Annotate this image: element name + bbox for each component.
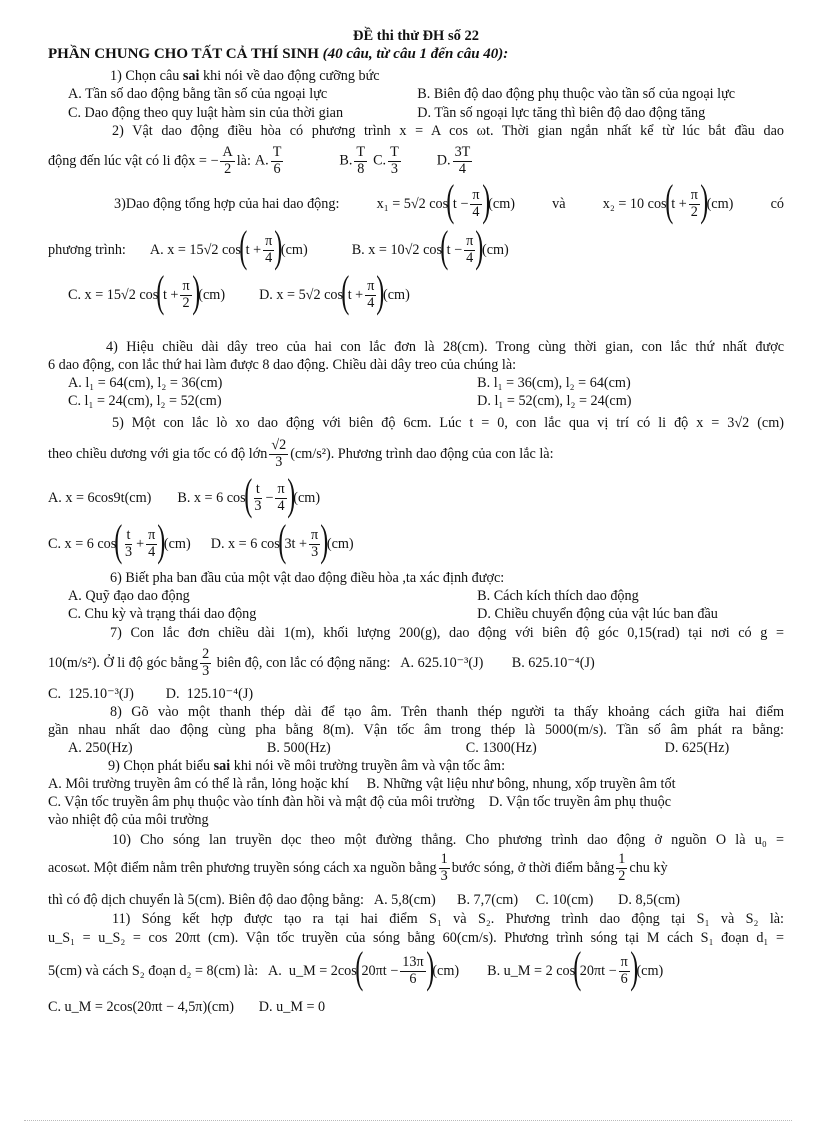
option-2d[interactable]: D. $\frac{3T}{4}$: [436, 143, 471, 177]
question-6-options-row2: [68, 606, 784, 623]
option-2a[interactable]: A. $\frac{T}{6}$: [254, 143, 282, 177]
option-6d[interactable]: D. Chiều chuyển động của vật lúc ban đầu: [477, 606, 718, 622]
question-4-line2: 6 dao động, con lắc thứ hai làm được 8 dao động. Chiều dài dây treo của chúng là:: [48, 357, 517, 373]
section-note: (40 câu, từ câu 1 đến câu 40):: [322, 46, 509, 62]
option-5d[interactable]: D. x = 6 cos ( 3t + $\frac{\pi}{3}$ ) (cm): [210, 516, 354, 566]
option-4d[interactable]: D. l₁ = 52(cm), l₂ = 24(cm): [477, 393, 632, 409]
question-8-line1: 8) Gõ vào một thanh thép dài để tạo âm. Trên thanh thép người ta thấy khoảng cách giữa hai điểm: [110, 704, 784, 720]
option-5c[interactable]: C. x = 6 cos ( $\frac{t}{3}$ + $\frac{\pi}{4}$ ) (cm): [48, 516, 191, 566]
option-1d[interactable]: D. Tần số ngoại lực tăng thì biên độ dao động tăng: [417, 105, 706, 121]
option-5b[interactable]: B. x = 6 cos ( $\frac{t}{3}$ − $\frac{\pi}{4}$ ) (cm): [177, 470, 321, 520]
equation-x1: x₁ = 5√2 cos ( t − $\frac{\pi}{4}$ ) (cm): [376, 176, 515, 226]
question-4-line1: 4) Hiệu chiều dài dây treo của hai con lắc đơn là 28(cm). Trong cùng thời gian, con lắc thứ nhất được: [106, 339, 784, 355]
question-4-options-row2: [68, 393, 784, 410]
question-6-options-row1: [68, 588, 784, 605]
question-10-line2: acosωt. Một điểm nằm trên phương truyền sóng cách xa nguồn bằng $\frac{1}{3}$ bước sóng, ở thời điểm bằng $\frac{1}{2}$ chu kỳ: [48, 850, 668, 884]
option-1b[interactable]: B. Biên độ dao động phụ thuộc vào tần số của ngoại lực: [417, 86, 736, 102]
option-8d[interactable]: D. 625(Hz): [664, 740, 730, 756]
page-bottom-divider: [24, 1120, 792, 1121]
question-9-stem: 9) Chọn phát biểu sai khi nói về môi trường truyền âm và vận tốc âm:: [108, 758, 506, 774]
question-11-line3: 5(cm) và cách S₂ đoạn d₂ = 8(cm) là: A. u_M = 2cos ( 20πt − $\frac{13\pi}{6}$ ) (cm) B. u_M = 2 cos ( 20πt − $\frac{\pi}{6}$ ) (cm): [48, 943, 664, 993]
option-6a[interactable]: A. Quỹ đạo dao động: [68, 588, 190, 604]
question-11-line2: u_S₁ = u_S₂ = cos 20πt (cm). Vận tốc truyền của sóng bằng 60(cm/s). Phương trình sóng tại M cách S₁ đoạn d₁ =: [48, 930, 784, 946]
question-7-line1: 7) Con lắc đơn chiều dài 1(m), khối lượng 200(g), dao động với biên độ góc 0,15(rad) tại nơi có g =: [110, 625, 784, 641]
option-8a[interactable]: A. 250(Hz): [68, 740, 133, 756]
option-2c[interactable]: C. $\frac{T}{3}$: [373, 143, 399, 177]
option-3d[interactable]: D. x = 5√2 cos ( t + $\frac{\pi}{4}$ ) (cm): [259, 267, 410, 317]
question-3-options-row2: [68, 267, 784, 317]
option-8c[interactable]: C. 1300(Hz): [465, 740, 537, 756]
question-2-stem: 2) Vật dao động điều hòa có phương trình x = A cos ωt. Thời gian ngắn nhất kể từ lúc bắt đầu dao: [112, 123, 784, 139]
question-6-stem: 6) Biết pha ban đầu của một vật dao động điều hòa ,ta xác định được:: [110, 570, 505, 586]
option-8b[interactable]: B. 500(Hz): [266, 740, 331, 756]
question-3-options-row1: phương trình: A. x = 15√2 cos ( t + $\frac{\pi}{4}$ ) (cm) B. x = 10√2 cos ( t − $\frac{\pi}{4}$ ) (cm): [48, 222, 509, 272]
option-5a[interactable]: A. x = 6cos9t(cm): [48, 489, 152, 506]
option-4b[interactable]: B. l₁ = 36(cm), l₂ = 64(cm): [477, 375, 631, 391]
option-6b[interactable]: B. Cách kích thích dao động: [477, 588, 639, 604]
option-4a[interactable]: A. l₁ = 64(cm), l₂ = 36(cm): [68, 375, 223, 391]
question-5-line1: 5) Một con lắc lò xo dao động với biên độ 6cm. Lúc t = 0, con lắc qua vị trí có li độ x = 3√2 (cm): [112, 415, 784, 431]
question-7-line2: 10(m/s²). Ở li độ góc bằng $\frac{2}{3}$ biên độ, con lắc có động năng: A. 625.10⁻³(J) B. 625.10⁻⁴(J): [48, 645, 595, 679]
question-11-line1: 11) Sóng kết hợp được tạo ra tại hai điểm S₁ và S₂. Phương trình dao động tại S₁ và S₂ là:: [112, 911, 784, 927]
question-5-options-row2: [48, 516, 784, 566]
option-11b[interactable]: B. u_M = 2 cos ( 20πt − $\frac{\pi}{6}$ ) (cm): [487, 943, 664, 993]
question-1-options-row1: [68, 86, 784, 103]
option-3a[interactable]: A. x = 15√2 cos ( t + $\frac{\pi}{4}$ ) (cm): [149, 222, 308, 272]
question-9-options-row2[interactable]: C. Vận tốc truyền âm phụ thuộc vào tính đàn hồi và mật độ của môi trường D. Vận tốc truyền âm phụ thuộc: [48, 794, 672, 810]
question-9-line4: vào nhiệt độ của môi trường: [48, 812, 209, 828]
option-3c[interactable]: C. x = 15√2 cos ( t + $\frac{\pi}{2}$ ) (cm): [68, 267, 226, 317]
question-10-line3: thì có độ dịch chuyển là 5(cm). Biên độ dao động bằng: A. 5,8(cm) B. 7,7(cm) C. 10(cm) D. 8,5(cm): [48, 892, 681, 908]
question-4-options-row1: [68, 375, 784, 392]
question-1-stem: 1) Chọn câu sai khi nói về dao động cưỡng bức: [110, 68, 380, 84]
question-5-options-row1: [48, 470, 784, 520]
question-2-line2: động đến lúc vật có li độ x = − $\frac{A}{2}$ là: A. $\frac{T}{6}$ B. $\frac{T}{8}$ C. $\frac{T}{3}$ D. $\frac{3T}{4}$: [48, 143, 784, 179]
question-1-options-row2: [68, 105, 784, 122]
question-8-line2: gần nhau nhất dao động cùng pha bằng 8(m). Vận tốc âm trong thép là 5000(m/s). Tần số âm phát ra bằng:: [48, 722, 784, 738]
option-2b[interactable]: B. $\frac{T}{8}$: [339, 143, 366, 177]
equation-x2: x₂ = 10 cos ( t + $\frac{\pi}{2}$ ) (cm): [602, 176, 734, 226]
question-9-options-row1[interactable]: A. Môi trường truyền âm có thể là rắn, lỏng hoặc khí B. Những vật liệu như bông, nhung, xốp truyền âm tốt: [48, 776, 676, 792]
option-4c[interactable]: C. l₁ = 24(cm), l₂ = 52(cm): [68, 393, 222, 409]
fraction-A-over-2: $\frac{A}{2}$: [222, 143, 233, 177]
option-3b[interactable]: B. x = 10√2 cos ( t − $\frac{\pi}{4}$ ) (cm): [351, 222, 509, 272]
page-title: ĐỀ thi thử ĐH số 22: [353, 28, 479, 44]
option-11a[interactable]: u_M = 2cos ( 20πt − $\frac{13\pi}{6}$ ) (cm): [288, 943, 460, 993]
question-8-options: [68, 740, 784, 757]
question-11-line4: C. u_M = 2cos(20πt − 4,5π)(cm) D. u_M = 0: [48, 999, 326, 1015]
section-heading: [48, 46, 784, 63]
section-main: PHẦN CHUNG CHO TẤT CẢ THÍ SINH: [48, 46, 323, 62]
option-1a[interactable]: A. Tần số dao động bằng tần số của ngoại lực: [68, 86, 328, 102]
option-1c[interactable]: C. Dao động theo quy luật hàm sin của thời gian: [68, 105, 344, 121]
question-3-stem: 3)Dao động tổng hợp của hai dao động: x₁ = 5√2 cos ( t − $\frac{\pi}{4}$ ) (cm) và x₂ = 10 cos ( t + $\frac{\pi}{2}$ ) (cm) có: [114, 176, 784, 226]
option-6c[interactable]: C. Chu kỳ và trạng thái dao động: [68, 606, 257, 622]
question-10-line1: 10) Cho sóng lan truyền dọc theo một đường thẳng. Cho phương trình dao động ở nguồn O là u₀ =: [112, 832, 784, 848]
question-5-line2: theo chiều dương với gia tốc có độ lớn $\frac{√2}{3}$ (cm/s²). Phương trình dao động của con lắc là:: [48, 436, 554, 470]
question-7-line3: C. 125.10⁻³(J) D. 125.10⁻⁴(J): [48, 686, 254, 702]
